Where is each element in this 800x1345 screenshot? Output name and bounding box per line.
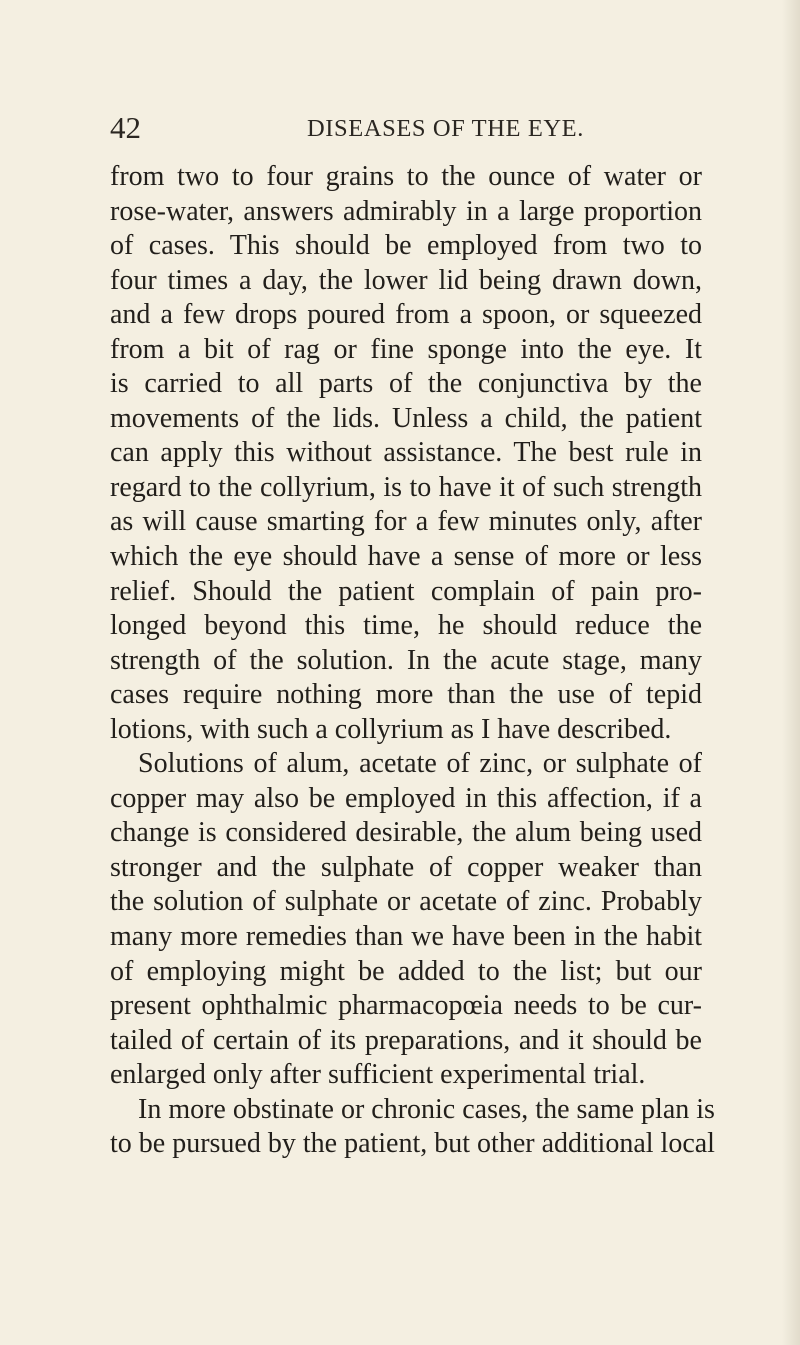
- text-line: stronger and the sulphate of copper weaker than: [110, 851, 702, 883]
- text-line: copper may also be employed in this affection, if a: [110, 782, 702, 814]
- text-line: many more remedies than we have been in the habit: [110, 921, 702, 953]
- text-line: present ophthalmic pharmacopœia needs to be cur-: [110, 990, 702, 1022]
- text-line: as will cause smarting for a few minutes only, after: [110, 506, 702, 538]
- text-line: the solution of sulphate or acetate of zinc. Probably: [110, 886, 702, 918]
- text-line: rose-water, answers admirably in a large proportion: [110, 195, 702, 227]
- text-line: and a few drops poured from a spoon, or squeezed: [110, 299, 702, 331]
- text-line: of employing might be added to the list; but our: [110, 955, 702, 987]
- text-line: strength of the solution. In the acute stage, many: [110, 644, 702, 676]
- text-line: is carried to all parts of the conjunctiva by the: [110, 368, 702, 400]
- paragraph-first-line: In more obstinate or chronic cases, the same plan is: [138, 1093, 715, 1125]
- text-line: lotions, with such a collyrium as I have described.: [110, 713, 672, 745]
- text-line: to be pursued by the patient, but other additional local: [110, 1128, 715, 1160]
- text-line: longed beyond this time, he should reduce the: [110, 610, 702, 642]
- text-line: four times a day, the lower lid being drawn down,: [110, 264, 702, 296]
- text-line: of cases. This should be employed from two to: [110, 230, 702, 262]
- text-line: from a bit of rag or fine sponge into the eye. It: [110, 333, 702, 365]
- text-line: which the eye should have a sense of more or less: [110, 541, 702, 573]
- text-line: from two to four grains to the ounce of water or: [110, 161, 702, 192]
- text-line: cases require nothing more than the use of tepid: [110, 679, 702, 711]
- text-line: enlarged only after sufficient experimental trial.: [110, 1059, 646, 1091]
- text-line: regard to the collyrium, is to have it of such strength: [110, 471, 702, 503]
- page-number: 42: [110, 110, 141, 145]
- paragraph-first-line: Solutions of alum, acetate of zinc, or sulphate of: [138, 748, 702, 780]
- page-binding-shadow: [782, 0, 800, 1345]
- text-line: movements of the lids. Unless a child, the patient: [110, 402, 702, 434]
- text-line: change is considered desirable, the alum being used: [110, 817, 702, 849]
- running-head: [0, 108, 800, 148]
- text-line: can apply this without assistance. The best rule in: [110, 437, 702, 469]
- running-head-title: DISEASES OF THE EYE.: [307, 115, 584, 142]
- body-text: [110, 160, 715, 1162]
- text-line: tailed of certain of its preparations, and it should be: [110, 1024, 702, 1056]
- text-line: relief. Should the patient complain of pain pro-: [110, 575, 702, 607]
